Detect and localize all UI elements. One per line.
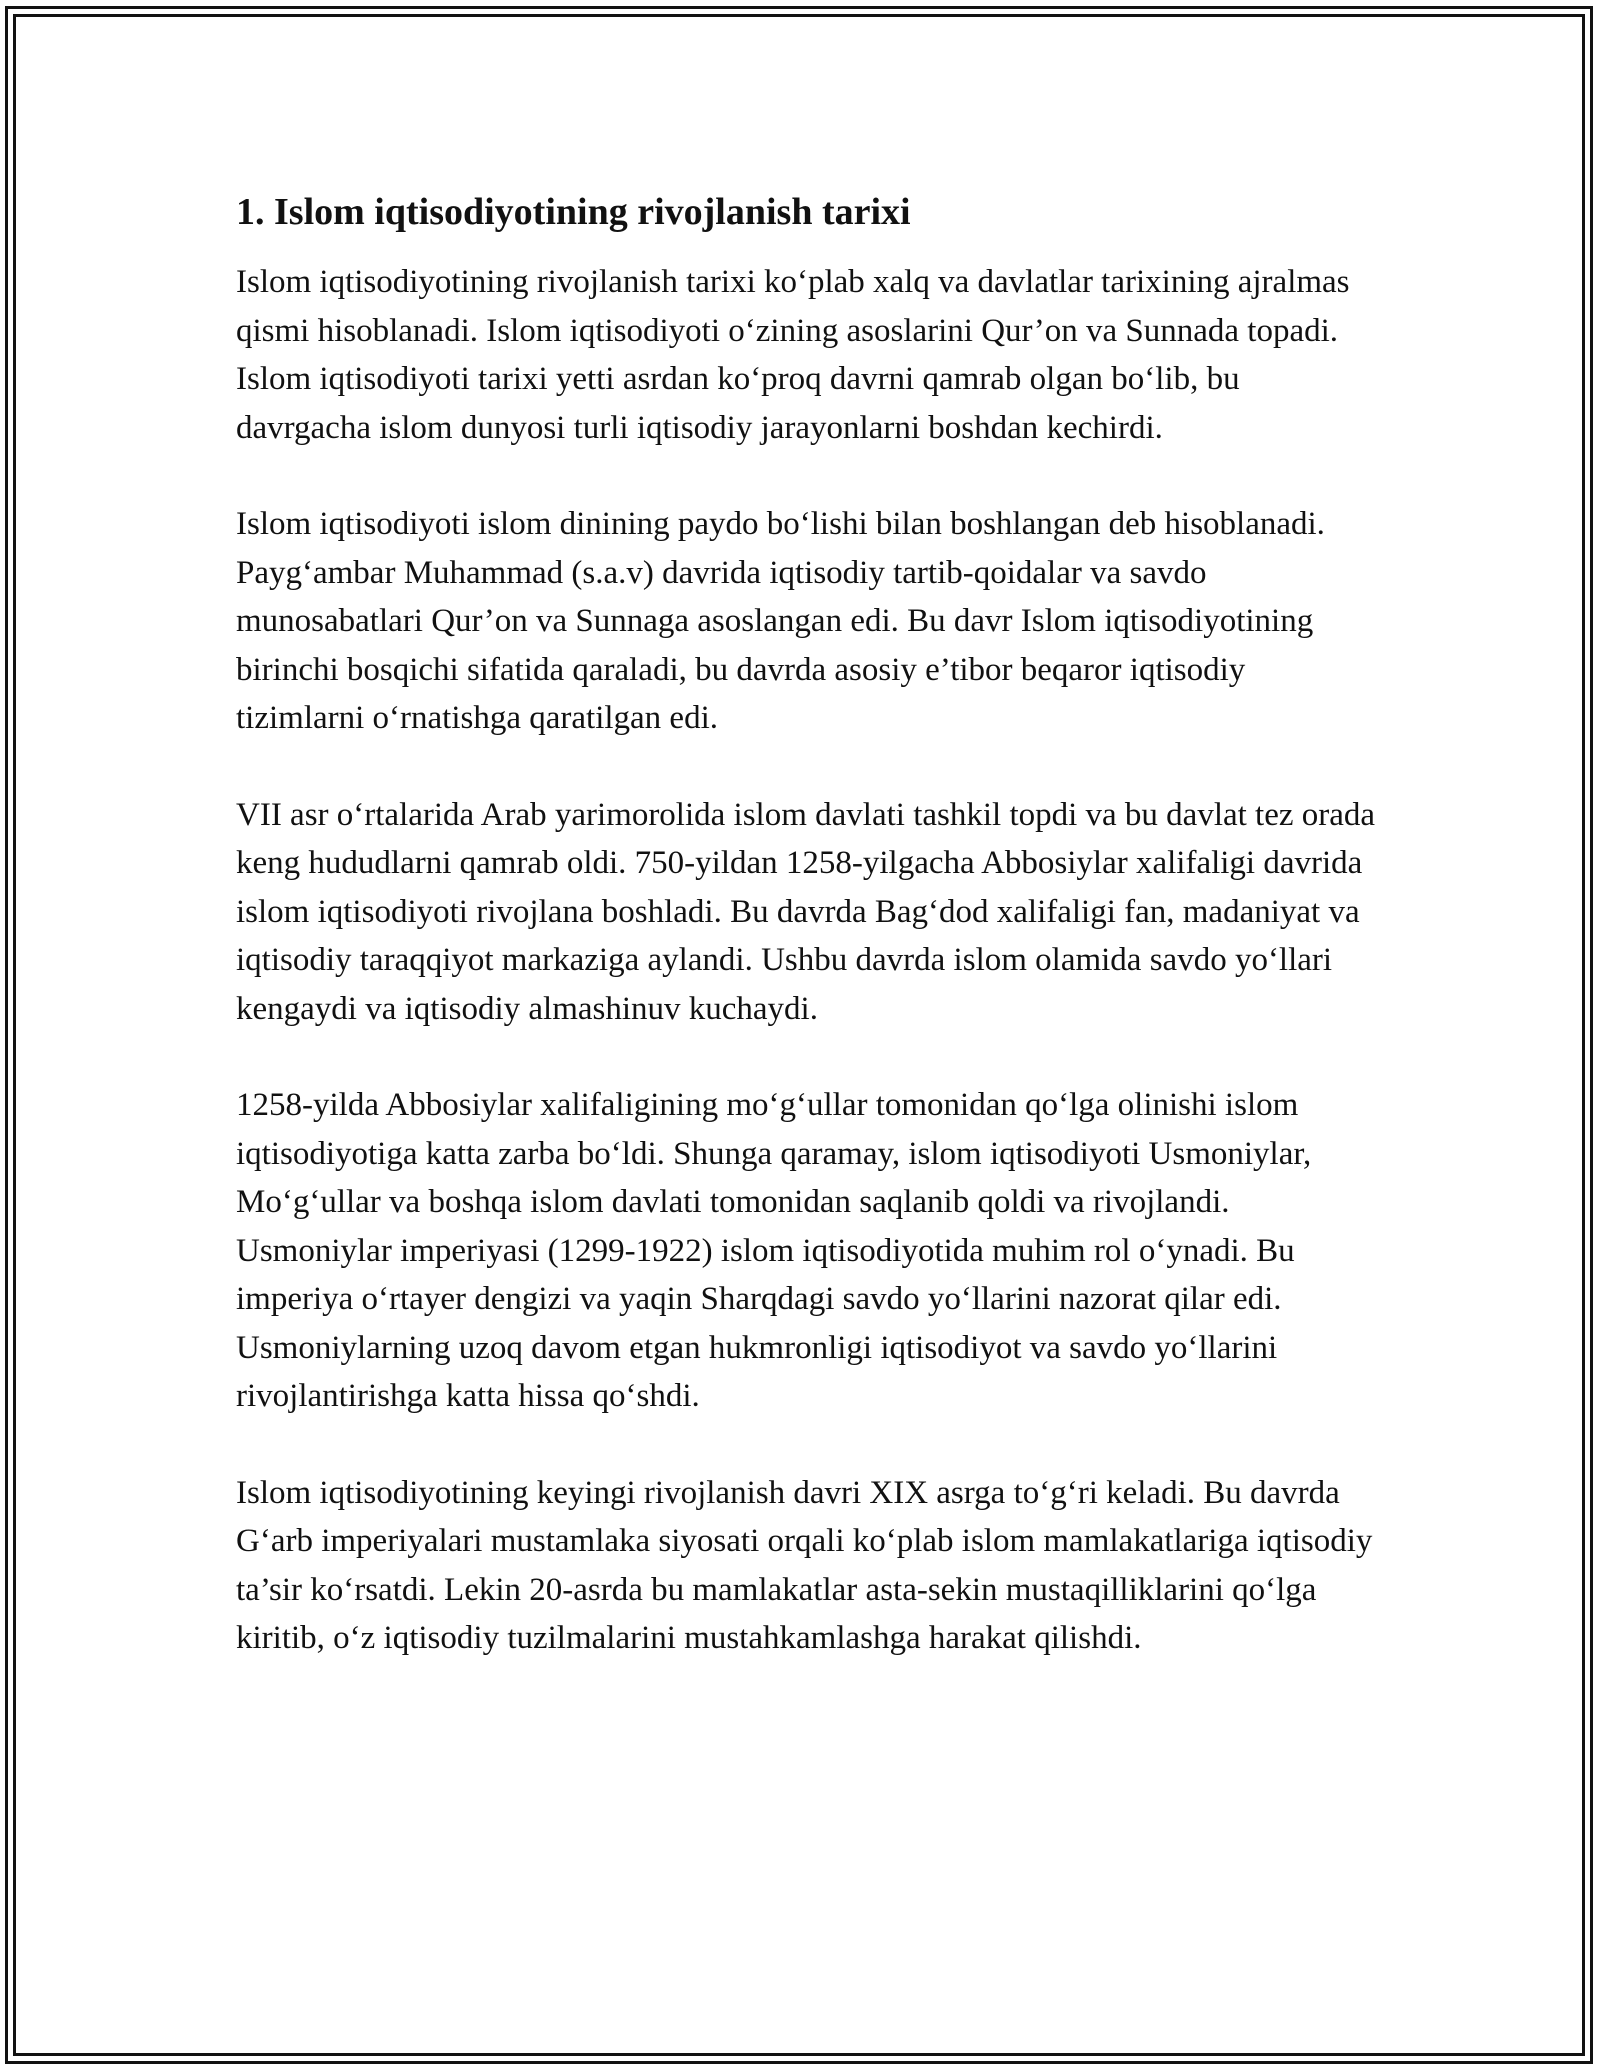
document-body: [236, 186, 1376, 1711]
paragraph-2: Islom iqtisodiyoti islom dinining paydo boʻlishi bilan boshlangan deb hisoblanadi. Paygʻambar Muhammad (s.a.v) davrida iqtisodiy tartib-qoidalar va savdo munosabatlari Qur’on va Sunnaga asoslangan edi. Bu davr Islom iqtisodiyotining birinchi bosqichi sifatida qaraladi, bu davrda asosiy e’tibor beqaror iqtisodiy tizimlarni oʻrnatishga qaratilgan edi.: [236, 506, 1325, 736]
section-heading: 1. Islom iqtisodiyotining rivojlanish tarixi: [236, 191, 911, 233]
paragraph-5: Islom iqtisodiyotining keyingi rivojlanish davri XIX asrga toʻgʻri keladi. Bu davrda Gʻarb imperiyalari mustamlaka siyosati orqali koʻplab islom mamlakatlariga iqtisodiy ta’sir koʻrsatdi. Lekin 20-asrda bu mamlakatlar asta-sekin mustaqilliklarini qoʻlga kiritib, oʻz iqtisodiy tuzilmalarini mustahkamlashga harakat qilishdi.: [236, 1474, 1373, 1656]
paragraph-3: VII asr oʻrtalarida Arab yarimorolida islom davlati tashkil topdi va bu davlat tez orada keng hududlarni qamrab oldi. 750-yildan 1258-yilgacha Abbosiylar xalifaligi davrida islom iqtisodiyoti rivojlana boshladi. Bu davrda Bagʻdod xalifaligi fan, madaniyat va iqtisodiy taraqqiyot markaziga aylandi. Ushbu davrda islom olamida savdo yoʻllari kengaydi va iqtisodiy almashinuv kuchaydi.: [236, 796, 1376, 1027]
paragraph-1: Islom iqtisodiyotining rivojlanish tarixi koʻplab xalq va davlatlar tarixining ajralmas qismi hisoblanadi. Islom iqtisodiyoti oʻzining asoslarini Qur’on va Sunnada topadi. Islom iqtisodiyoti tarixi yetti asrdan koʻproq davrni qamrab olgan boʻlib, bu davrgacha islom dunyosi turli iqtisodiy jarayonlarni boshdan kechirdi.: [236, 264, 1350, 446]
paragraph-4: 1258-yilda Abbosiylar xalifaligining moʻgʻullar tomonidan qoʻlga olinishi islom iqtisodiyotiga katta zarba boʻldi. Shunga qaramay, islom iqtisodiyoti Usmoniylar, Moʻgʻullar va boshqa islom davlati tomonidan saqlanib qoldi va rivojlandi. Usmoniylar imperiyasi (1299-1922) islom iqtisodiyotida muhim rol oʻynadi. Bu imperiya oʻrtayer dengizi va yaqin Sharqdagi savdo yoʻllarini nazorat qilar edi. Usmoniylarning uzoq davom etgan hukmronligi iqtisodiyot va savdo yoʻllarini rivojlantirishga katta hissa qoʻshdi.: [236, 1087, 1312, 1414]
